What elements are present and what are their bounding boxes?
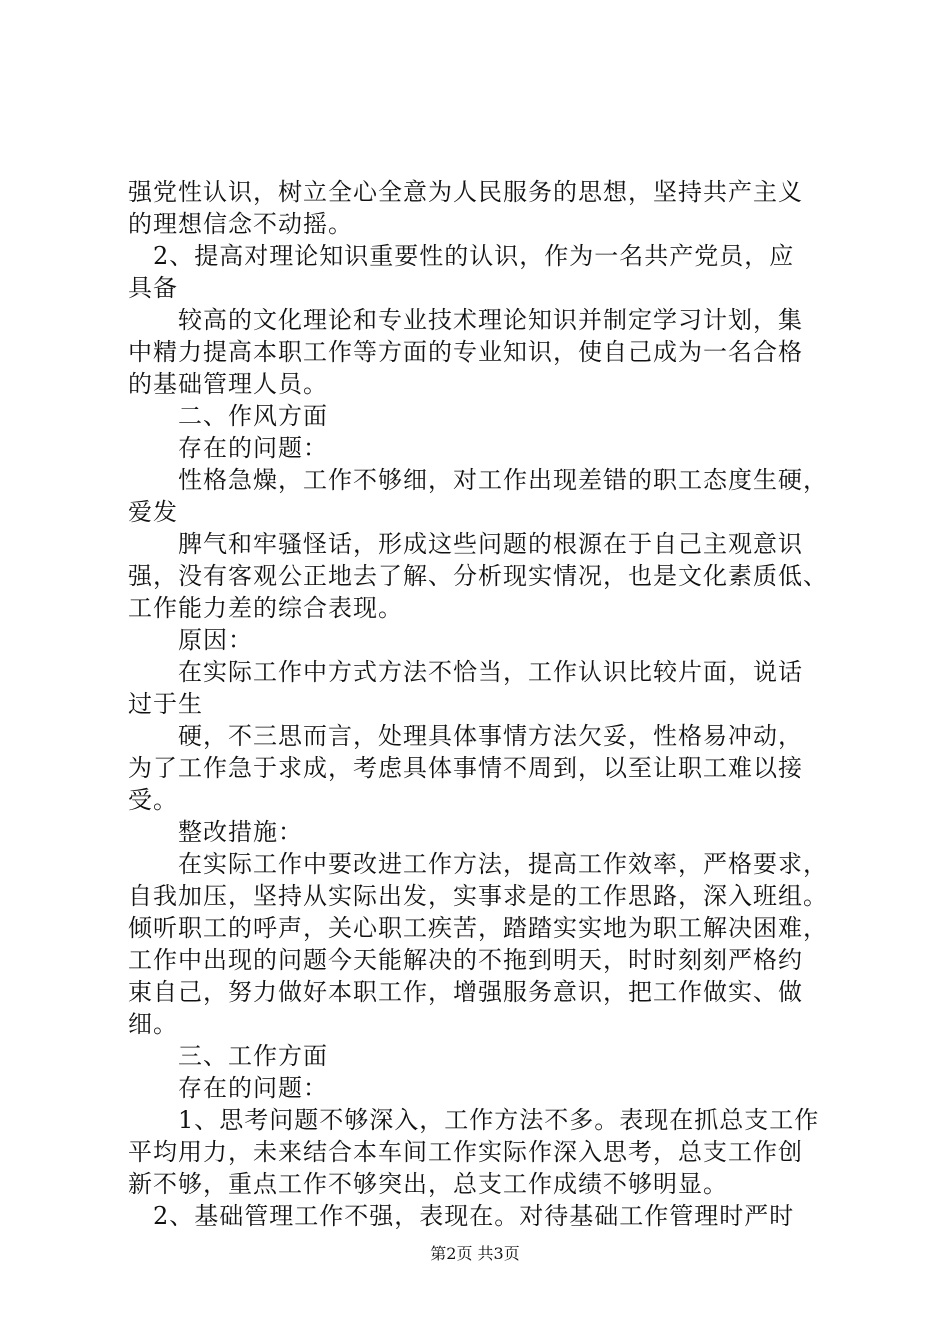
section-heading: 三、工作方面 — [128, 1042, 328, 1070]
page-number-footer: 第2页 共3页 — [430, 1244, 520, 1263]
text-line: 存在的问题： — [128, 1074, 328, 1102]
text-line: 较高的文化理论和专业技术理论知识并制定学习计划，集 — [128, 306, 803, 334]
text-line: 硬，不三思而言，处理具体事情方法欠妥，性格易冲动， — [128, 722, 803, 750]
text-line: 工作中出现的问题今天能解决的不拖到明天，时时刻刻严格约 — [128, 946, 803, 974]
document-body — [128, 176, 828, 1232]
text-line: 中精力提高本职工作等方面的专业知识，使自己成为一名合格 — [128, 338, 803, 366]
text-line: 在实际工作中要改进工作方法，提高工作效率，严格要求， — [128, 850, 828, 878]
text-line: 在实际工作中方式方法不恰当，工作认识比较片面，说话 — [128, 658, 803, 686]
text-line: 的理想信念不动摇。 — [128, 210, 353, 238]
text-line: 强，没有客观公正地去了解、分析现实情况，也是文化素质低、 — [128, 562, 828, 590]
text-line: 存在的问题： — [128, 434, 328, 462]
text-line: 强党性认识，树立全心全意为人民服务的思想，坚持共产主义 — [128, 178, 803, 206]
text-line: 性格急燥，工作不够细，对工作出现差错的职工态度生硬， — [128, 466, 828, 494]
text-line: 2、基础管理工作不强，表现在。对待基础工作管理时严时 — [128, 1202, 795, 1230]
text-line: 自我加压，坚持从实际出发，实事求是的工作思路，深入班组。 — [128, 882, 828, 910]
text-line: 2、提高对理论知识重要性的认识，作为一名共产党员，应 — [128, 242, 795, 270]
text-line: 新不够，重点工作不够突出，总支工作成绩不够明显。 — [128, 1170, 728, 1198]
section-heading: 二、作风方面 — [128, 402, 328, 430]
text-line: 为了工作急于求成，考虑具体事情不周到，以至让职工难以接 — [128, 754, 803, 782]
text-line: 脾气和牢骚怪话，形成这些问题的根源在于自己主观意识 — [128, 530, 803, 558]
text-line: 受。 — [128, 786, 178, 814]
text-line: 倾听职工的呼声，关心职工疾苦，踏踏实实地为职工解决困难， — [128, 914, 828, 942]
text-line: 原因： — [128, 626, 253, 654]
text-line: 的基础管理人员。 — [128, 370, 328, 398]
text-line: 爱发 — [128, 498, 178, 526]
text-line: 具备 — [128, 274, 178, 302]
text-line: 工作能力差的综合表现。 — [128, 594, 403, 622]
text-line: 1、思考问题不够深入，工作方法不多。表现在抓总支工作 — [128, 1106, 820, 1134]
text-line: 整改措施： — [128, 818, 303, 846]
text-line: 过于生 — [128, 690, 203, 718]
text-line: 细。 — [128, 1010, 178, 1038]
text-line: 束自己，努力做好本职工作，增强服务意识，把工作做实、做 — [128, 978, 803, 1006]
text-line: 平均用力，未来结合本车间工作实际作深入思考，总支工作创 — [128, 1138, 803, 1166]
